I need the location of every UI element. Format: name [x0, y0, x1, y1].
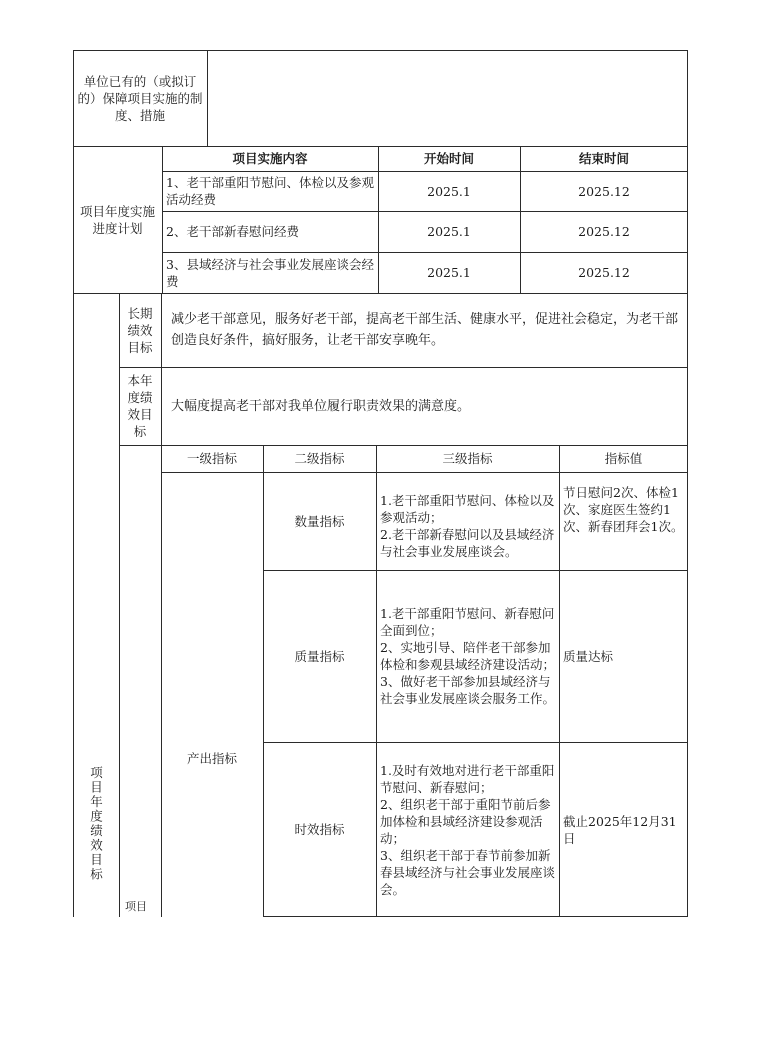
schedule-row-2-end: 2025.12	[578, 224, 630, 239]
table-border	[378, 146, 379, 293]
table-border	[376, 445, 377, 917]
schedule-row-3-start: 2025.1	[427, 265, 471, 280]
level2-quantity: 数量指标	[294, 513, 345, 529]
schedule-header-end: 结束时间	[578, 151, 629, 166]
table-border	[162, 211, 688, 212]
table-border	[687, 50, 688, 917]
schedule-label: 项目年度实施进度计划	[79, 203, 155, 236]
table-border	[119, 293, 120, 917]
measures-label-text: 单位已有的（或拟订的）保障项目实施的制度、措施	[77, 73, 203, 123]
annual-label: 本年度绩效目标	[127, 373, 153, 439]
table-border	[73, 293, 688, 294]
table-border	[119, 445, 688, 446]
table-border	[161, 293, 162, 917]
measures-label	[73, 50, 207, 146]
value-quantity: 节日慰问2次、体检1次、家庭医生签约1次、新春团拜会1次。	[563, 485, 684, 534]
level3-timeliness: 1.及时有效地对进行老干部重阳节慰问、新春慰问； 2、组织老干部于重阳节前后参加体检和县域经济建设参观活动； 3、组织老干部于春节前参加新春县域经济与社会事业发展座谈会。	[380, 763, 556, 897]
schedule-row-2-content: 2、老干部新春慰问经费	[166, 224, 299, 239]
level3-quantity: 1.老干部重阳节慰问、体检以及参观活动； 2.老干部新春慰问以及县域经济与社会事业发展座谈会。	[380, 493, 555, 559]
table-border	[162, 171, 688, 172]
schedule-row-3-end: 2025.12	[578, 265, 630, 280]
schedule-header-start: 开始时间	[423, 151, 474, 166]
indicator-header-value: 指标值	[604, 451, 643, 466]
level1-output-indicator: 产出指标	[186, 750, 237, 766]
table-border	[263, 742, 688, 743]
table-border	[119, 367, 688, 368]
schedule-header-content: 项目实施内容	[232, 151, 308, 166]
table-border	[263, 916, 688, 917]
table-border	[263, 445, 264, 917]
long-term-label: 长期绩效目标	[127, 305, 153, 355]
long-term-text: 减少老干部意见，服务好老干部，提高老干部生活、健康水平，促进社会稳定，为老干部创造良好条件，搞好服务，让老干部安享晚年。	[171, 312, 679, 348]
schedule-row-2-start: 2025.1	[427, 224, 471, 239]
table-border	[162, 146, 163, 293]
level3-quality: 1.老干部重阳节慰问、新春慰问全面到位； 2、实地引导、陪伴老干部参加体检和参观县域经济建设活动； 3、做好老干部参加县域经济与社会事业发展座谈会服务工作。	[380, 606, 556, 706]
schedule-row-1-content: 1、老干部重阳节慰问、体检以及参观活动经费	[166, 175, 374, 207]
value-quality: 质量达标	[563, 648, 614, 664]
annual-text: 大幅度提高老干部对我单位履行职责效果的满意度。	[171, 398, 471, 414]
level2-timeliness: 时效指标	[294, 822, 345, 837]
table-border	[73, 50, 688, 51]
table-border	[263, 570, 688, 571]
indicator-header-level1: 一级指标	[186, 451, 237, 466]
indicator-header-level3: 三级指标	[442, 451, 493, 466]
table-border	[520, 146, 521, 293]
schedule-row-3-content: 3、县域经济与社会事业发展座谈会经费	[166, 256, 374, 289]
indicator-header-level2: 二级指标	[294, 451, 345, 466]
table-border	[73, 50, 74, 917]
schedule-row-1-start: 2025.1	[427, 183, 471, 199]
level2-quality: 质量指标	[294, 648, 345, 664]
performance-outer-label: 项目年度绩效目标	[88, 765, 104, 882]
table-border	[73, 146, 688, 147]
table-border	[207, 50, 208, 146]
schedule-row-1-end: 2025.12	[578, 183, 630, 199]
indicator-side-label: 项目	[125, 900, 147, 913]
value-timeliness: 截止2025年12月31日	[563, 813, 677, 846]
measures-content	[207, 50, 688, 146]
table-border	[161, 472, 688, 473]
table-border	[559, 445, 560, 917]
table-border	[162, 252, 688, 253]
